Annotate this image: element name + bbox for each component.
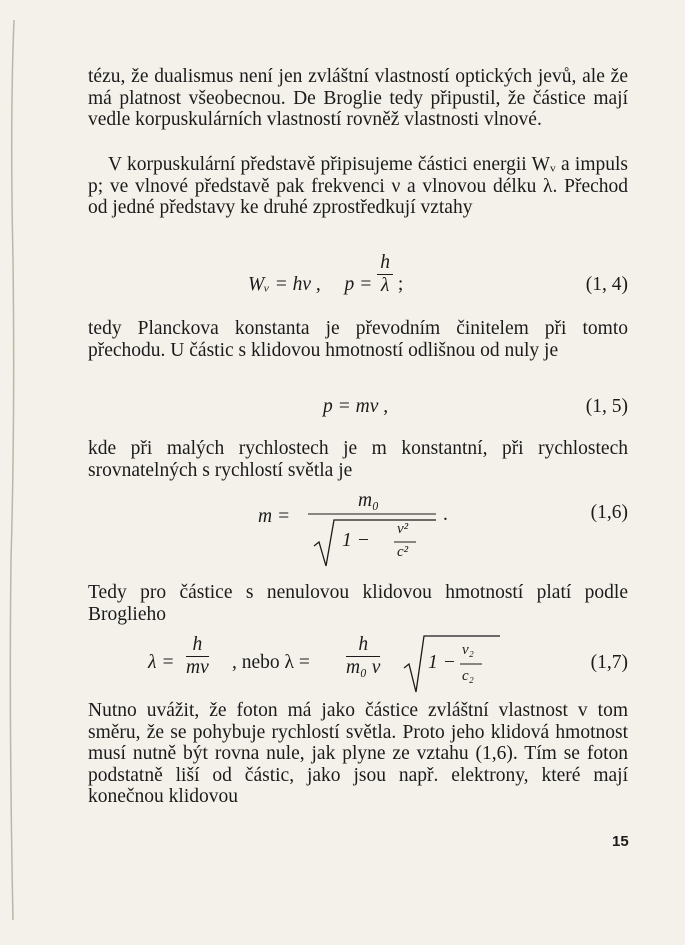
eq16-numerator: m₀ [358, 490, 379, 511]
eq14-numerator: h [377, 252, 393, 275]
page-edge-shadow [0, 0, 30, 945]
eq16-radical-denominator: c² [397, 544, 409, 560]
eq17-lhs: λ = [148, 652, 175, 673]
eq14-number: (1, 4) [585, 274, 628, 295]
eq16-number: (1,6) [590, 502, 628, 523]
eq17-f1-denominator: mv [186, 657, 209, 678]
eq17-radical-denominator: c₂ [462, 668, 474, 684]
equation-1-5 [88, 396, 628, 422]
eq14-p: p = [344, 274, 373, 295]
eq17-f1-numerator: h [186, 634, 209, 657]
eq15-number: (1, 5) [585, 396, 628, 417]
eq16-fraction-radical [308, 512, 438, 568]
eq17-f2-denominator: m₀ v [346, 657, 381, 678]
page-number: 15 [612, 833, 629, 850]
paragraph-3: tedy Planckova konstanta je převodním činitelem při tomto přechodu. U částic s klidovou hmotností odlišnou od nuly je [88, 318, 628, 361]
eq17-number: (1,7) [590, 652, 628, 673]
paragraph-5: Tedy pro částice s nenulovou klidovou hmotností platí podle Broglieho [88, 582, 628, 625]
eq14-denominator: λ [380, 275, 390, 297]
eq17-radical-prefix: 1 − [428, 652, 456, 673]
eq14-tail: ; [397, 274, 404, 295]
paragraph-2: V korpuskulární představě připisujeme částici energii Wᵥ a impuls p; ve vlnové představě pak frekvenci ν a vlnovou délku λ. Přechod od jedné představy ke druhé zprostředkují vztahy [88, 154, 628, 218]
eq15-expr: p = mv , [323, 396, 389, 417]
eq16-radical-numerator: v² [397, 521, 409, 537]
paragraph-4: kde při malých rychlostech je m konstantní, při rychlostech srovnatelných s rychlostí světla je [88, 438, 628, 481]
equation-1-6 [88, 490, 628, 568]
eq17-fraction-1 [186, 634, 209, 679]
eq17-fraction-2 [346, 634, 380, 679]
eq16-radical-prefix: 1 − [342, 530, 370, 551]
eq17-radical-numerator: v₂ [462, 642, 474, 658]
paragraph-6: Nutno uvážit, že foton má jako částice zvláštní vlastnost v tom směru, že se pohybuje rychlostí světla. Proto jeho klidová hmotnost musí nutně být rovna nule, jak plyne ze vztahu (1,6). Tím se foton podstatně liší od částic, jako jsou např. elektrony, které mají konečnou klidovou [88, 700, 628, 807]
equation-1-4 [88, 252, 628, 310]
eq14-left: Wᵥ = hν , [248, 274, 321, 295]
eq17-f2-numerator: h [346, 634, 380, 657]
paragraph-1: tézu, že dualismus není jen zvláštní vlastností optických jevů, ale že má platnost všeobecnou. De Broglie tedy připustil, že částice mají vedle korpuskulárních vlastností rovněž vlastnosti vlnové. [88, 66, 628, 130]
eq14-fraction [377, 252, 393, 297]
eq17-mid: , nebo λ = [232, 652, 310, 673]
eq16-tail: . [443, 504, 448, 525]
equation-1-7 [88, 634, 628, 694]
eq16-lhs: m = [258, 506, 291, 527]
